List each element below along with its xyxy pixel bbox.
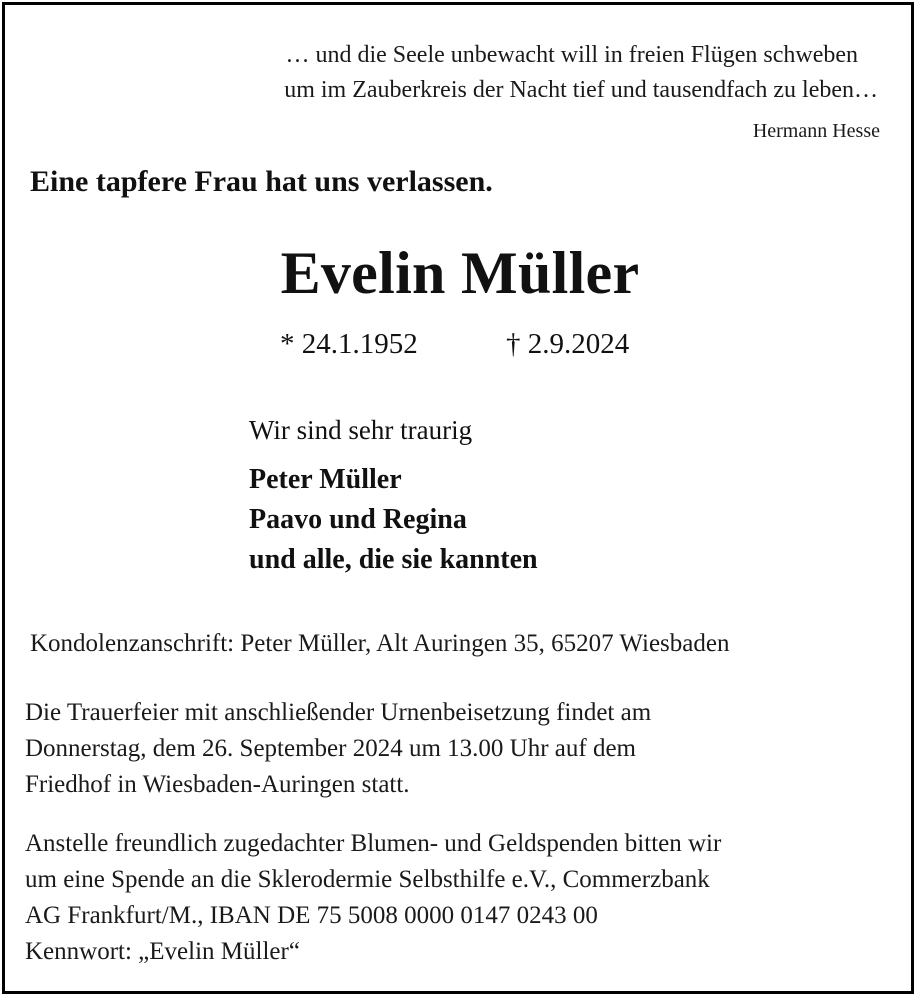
donation-line: Kennwort: „Evelin Müller“ — [25, 938, 300, 965]
donation-line: um eine Spende an die Sklerodermie Selbsthilfe e.V., Commerzbank — [25, 866, 710, 893]
ceremony-line: Die Trauerfeier mit anschließender Urnenbeisetzung findet am — [25, 699, 652, 726]
donation-line: AG Frankfurt/M., IBAN DE 75 5008 0000 0147 0243 00 — [25, 902, 598, 929]
mourner-name: und alle, die sie kannten — [249, 544, 538, 575]
donation-line: Anstelle freundlich zugedachter Blumen- und Geldspenden bitten wir — [25, 830, 722, 857]
mourning-intro: Wir sind sehr traurig — [249, 415, 473, 445]
poem-author: Hermann Hesse — [752, 120, 880, 142]
headline: Eine tapfere Frau hat uns verlassen. — [30, 165, 493, 198]
ceremony-line: Friedhof in Wiesbaden-Auringen statt. — [25, 771, 410, 798]
condolence-address: Kondolenzanschrift: Peter Müller, Alt Auringen 35, 65207 Wiesbaden — [30, 630, 730, 657]
death-date: † 2.9.2024 — [506, 328, 630, 360]
poem-line-1: … und die Seele unbewacht will in freien Flügen schweben — [285, 42, 858, 68]
birth-date: * 24.1.1952 — [280, 328, 418, 360]
poem-line-2: um im Zauberkreis der Nacht tief und tausendfach zu leben… — [284, 77, 878, 103]
ceremony-line: Donnerstag, dem 26. September 2024 um 13.00 Uhr auf dem — [25, 735, 636, 762]
mourner-name: Paavo und Regina — [249, 504, 467, 535]
mourner-name: Peter Müller — [249, 464, 402, 495]
deceased-name: Evelin Müller — [280, 240, 640, 306]
